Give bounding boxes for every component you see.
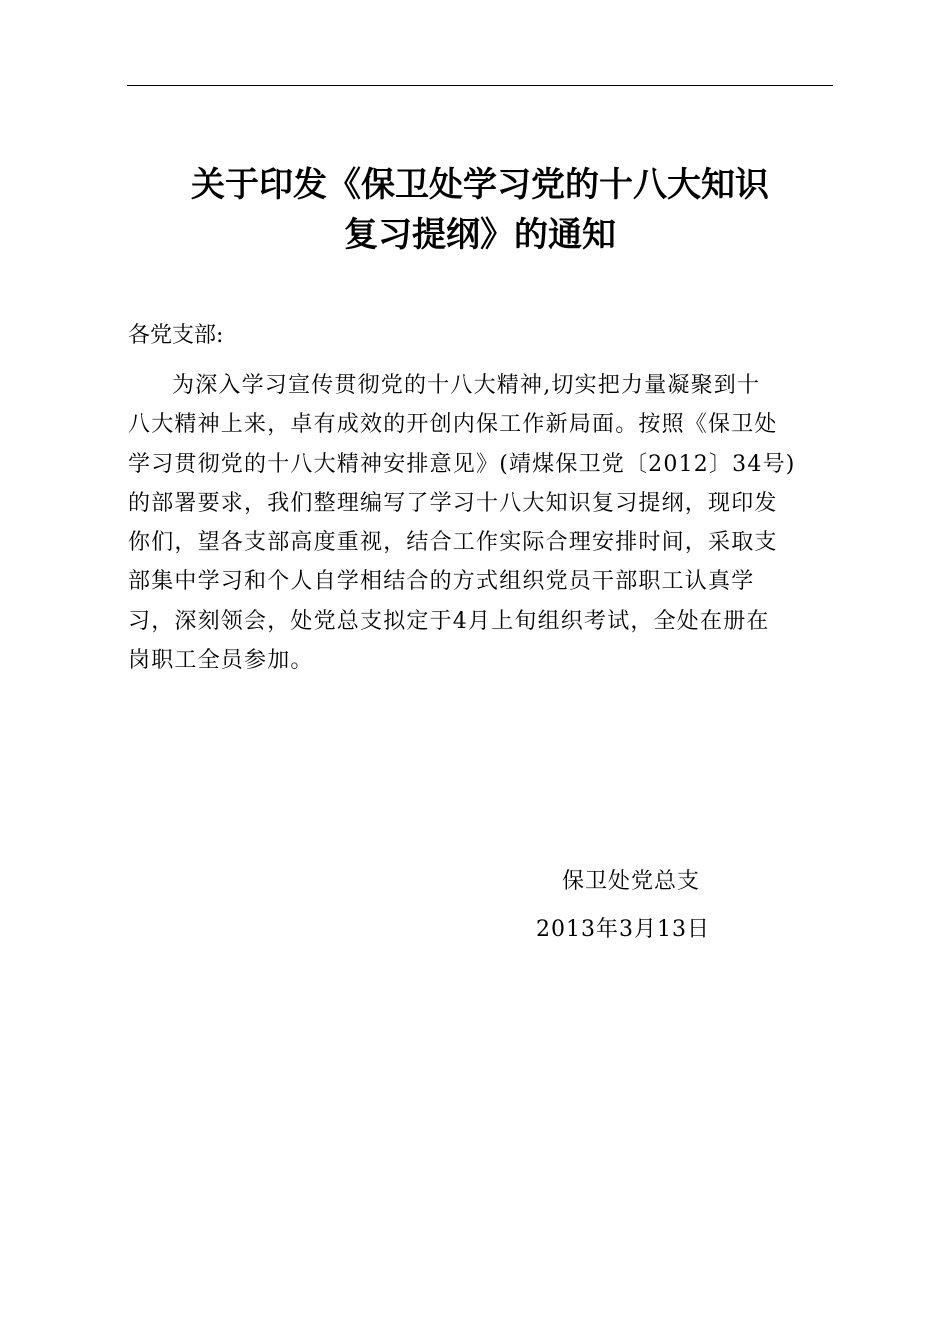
signature-organization: 保卫处党总支 — [562, 869, 701, 894]
body-line: 习，深刻领会，处党总支拟定于4月上旬组织考试，全处在册在 — [128, 608, 770, 634]
body-line: 学习贯彻党的十八大精神安排意见》(靖煤保卫党〔2012〕34号) — [128, 451, 796, 477]
body-line: 八大精神上来，卓有成效的开创内保工作新局面。按照《保卫处 — [128, 412, 778, 438]
body-line: 部集中学习和个人自学相结合的方式组织党员干部职工认真学 — [128, 569, 755, 595]
header-rule — [127, 85, 833, 86]
signature-date: 2013年3月13日 — [536, 917, 710, 942]
salutation: 各党支部: — [128, 323, 224, 348]
body-line: 为深入学习宣传贯彻党的十八大精神,切实把力量凝聚到十 — [172, 373, 761, 398]
title-line-1: 关于印发《保卫处学习党的十八大知识 — [191, 165, 769, 205]
body-line: 岗职工全员参加。 — [128, 648, 314, 674]
title-line-2: 复习提纲》的通知 — [344, 215, 616, 255]
body-line: 的部署要求，我们整理编写了学习十八大知识复习提纲，现印发 — [128, 490, 778, 516]
body-paragraph — [128, 366, 832, 680]
document-title — [127, 160, 833, 260]
body-line: 你们，望各支部高度重视，结合工作实际合理安排时间，采取支 — [128, 530, 778, 556]
